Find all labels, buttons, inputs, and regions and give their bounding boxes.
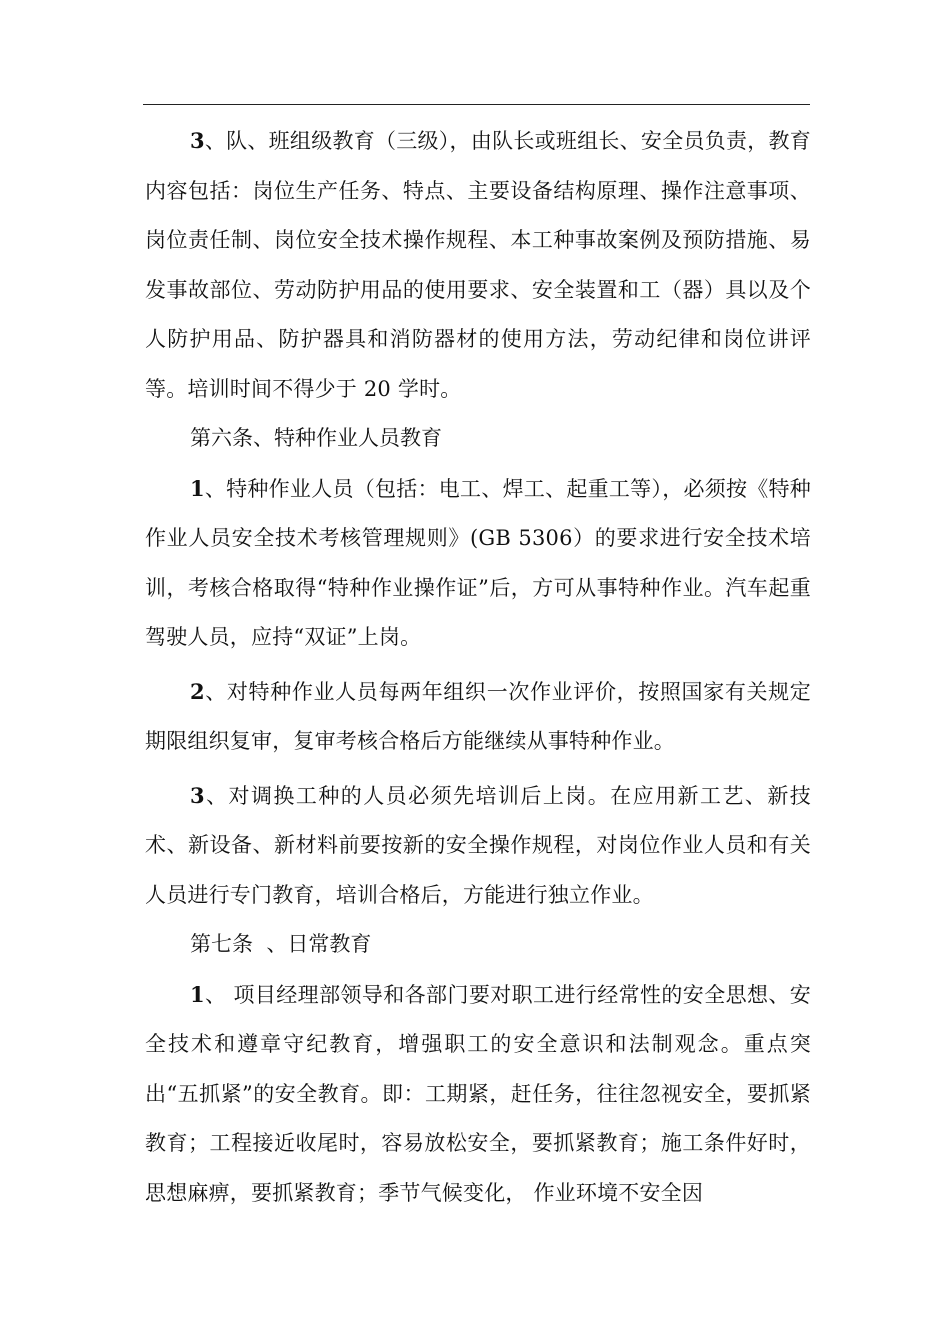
paragraph-special-ops-2 bbox=[145, 667, 811, 767]
paragraph-team-level-education bbox=[145, 116, 811, 414]
article-6-heading: 第六条、特种作业人员教育 bbox=[190, 426, 442, 450]
item-number: 3 bbox=[190, 782, 205, 808]
paragraph-daily-education-1 bbox=[145, 970, 811, 1219]
paragraph-text: 、对调换工种的人员必须先培训后上岗。在应用新工艺、新技术、新设备、新材料前要按新的安全操作规程，对岗位作业人员和有关人员进行专门教育，培训合格后，方能进行独立作业。 bbox=[145, 783, 811, 907]
paragraph-text: 、特种作业人员（包括：电工、焊工、起重工等），必须按《特种作业人员安全技术考核管理规则》(GB 5306）的要求进行安全技术培训，考核合格取得“特种作业操作证”后，方可从事特种作业。汽车起重驾驶人员，应持“双证”上岗。 bbox=[145, 476, 811, 649]
item-number: 1 bbox=[190, 475, 205, 501]
item-number: 2 bbox=[190, 678, 205, 704]
paragraph-special-ops-1 bbox=[145, 464, 811, 663]
document-body bbox=[145, 116, 811, 1218]
item-number: 1 bbox=[190, 981, 205, 1007]
item-number: 3 bbox=[190, 128, 205, 153]
header-rule bbox=[143, 104, 810, 105]
paragraph-text: 、对特种作业人员每两年组织一次作业评价，按照国家有关规定期限组织复审，复审考核合格后方能继续从事特种作业。 bbox=[145, 679, 811, 753]
paragraph-special-ops-3 bbox=[145, 771, 811, 921]
paragraph-text: 、队、班组级教育（三级），由队长或班组长、安全员负责，教育内容包括：岗位生产任务、特点、主要设备结构原理、操作注意事项、岗位责任制、岗位安全技术操作规程、本工种事故案例及预防措施、易发事故部位、劳动防护用品的使用要求、安全装置和工（器）具以及个人防护用品、防护器具和消防器材的使用方法，劳动纪律和岗位讲评等。培训时间不得少于 20 学时。 bbox=[145, 129, 811, 401]
paragraph-text: 、 项目经理部领导和各部门要对职工进行经常性的安全思想、安全技术和遵章守纪教育，增强职工的安全意识和法制观念。重点突出“五抓紧”的安全教育。即：工期紧，赶任务，往往忽视安全，要抓紧教育；工程接近收尾时，容易放松安全，要抓紧教育；施工条件好时，思想麻痹，要抓紧教育；季节气候变化， 作业环境不安全因 bbox=[145, 982, 811, 1205]
article-7-heading: 第七条 、日常教育 bbox=[190, 932, 372, 956]
